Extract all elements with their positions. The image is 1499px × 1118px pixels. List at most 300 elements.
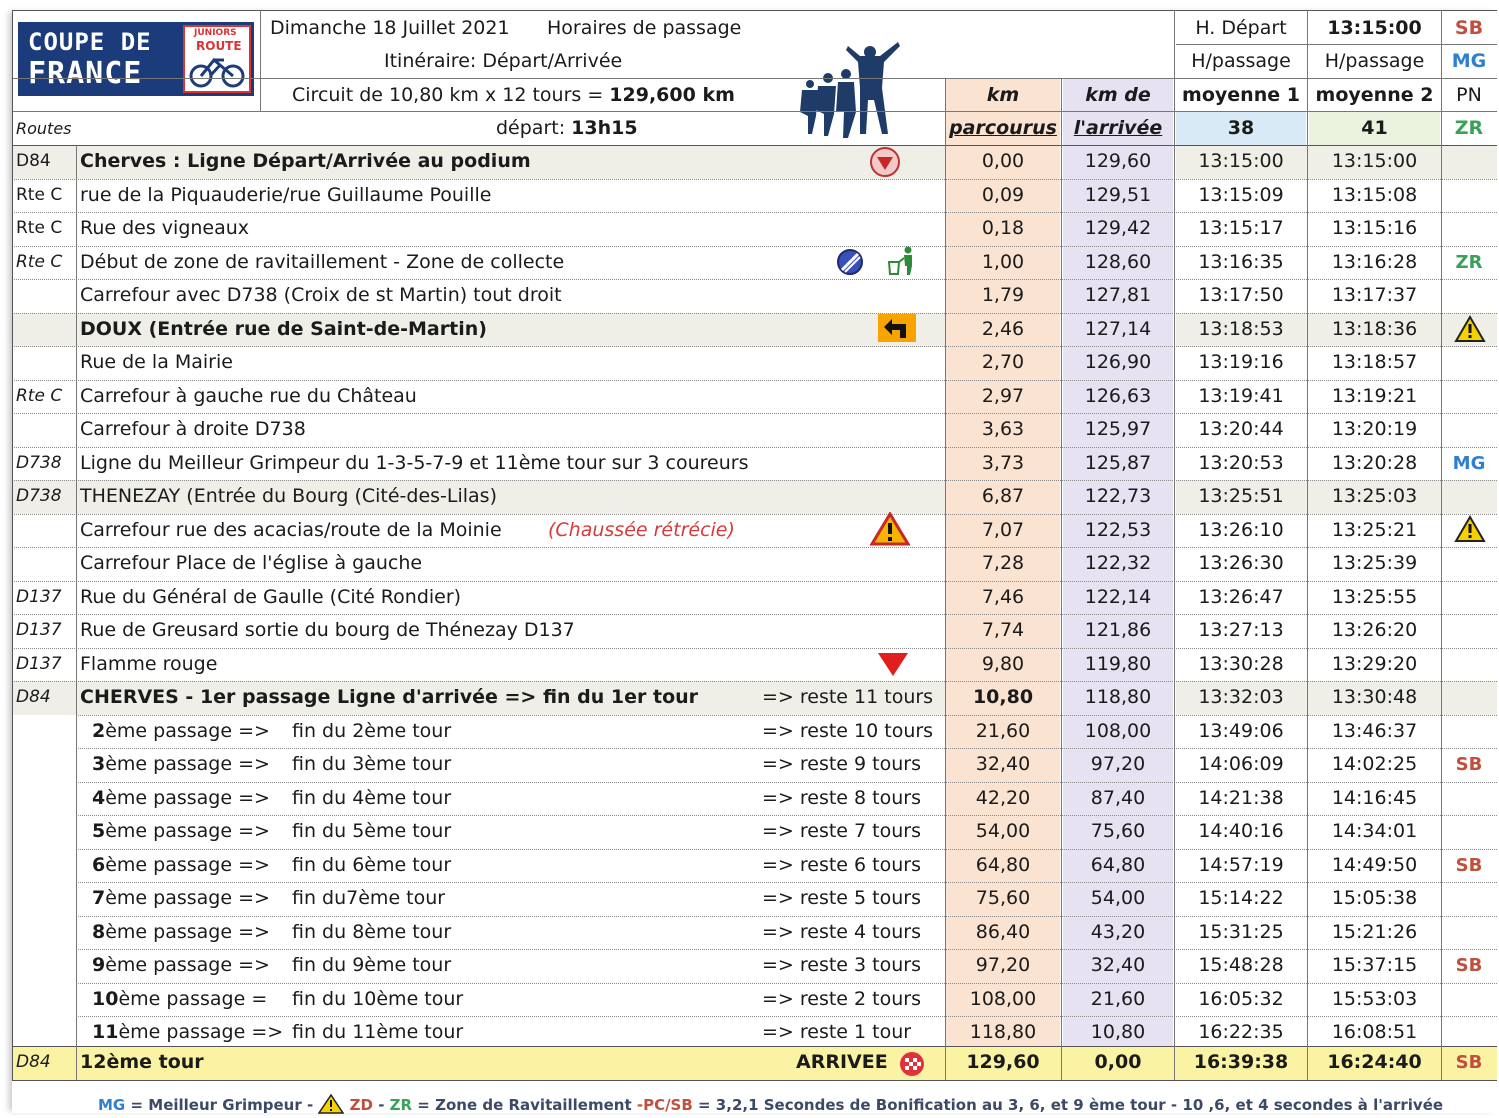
remaining-laps: => reste 4 tours [762,920,921,943]
km-parcourus: 97,20 [975,954,1031,976]
remaining-laps: => reste 2 tours [762,987,921,1010]
final-lap-label: 12ème tour [80,1051,204,1073]
location-description: Carrefour Place de l'église à gauche [80,552,423,574]
location-description: rue de la Piquauderie/rue Guillaume Pouille [80,183,492,206]
location-description: Début de zone de ravitaillement - Zone de collecte [80,250,565,273]
time-moyenne2: 16:24:40 [1327,1051,1422,1073]
passage-end-of-lap: fin du 10ème tour [292,987,464,1010]
row-tag: SB [1455,754,1483,775]
passage-number: 9 [92,954,106,976]
km-parcourus: 2,46 [981,317,1025,340]
km-arrivee: 129,42 [1084,217,1152,239]
header-title: Horaires de passage [547,17,742,39]
km-arrivee: 129,51 [1084,183,1152,206]
passage-end-of-lap: fin du 3ème tour [292,753,452,775]
km-arrivee: 125,87 [1084,451,1152,474]
passage-label [92,715,270,748]
time-moyenne1: 13:16:35 [1198,250,1284,273]
km-arrivee: 119,80 [1084,652,1152,675]
km-parcourus: 118,80 [969,1021,1037,1043]
collection-bin-icon [886,246,920,280]
km-arrivee: 128,60 [1084,250,1152,273]
row-tag: SB [1455,854,1483,876]
location-description: Carrefour rue des acacias/route de la Moinie [80,518,502,541]
row-divider [12,313,1497,314]
time-moyenne2: 13:29:20 [1331,652,1418,675]
row-divider [76,916,1497,917]
warning-triangle-icon [870,512,910,550]
passage-row [12,849,1497,882]
time-moyenne1: 13:19:41 [1198,384,1284,407]
km-arrivee: 32,40 [1090,954,1146,976]
moyenne2-label: moyenne 2 [1315,84,1434,106]
vline-header-logo [260,10,261,111]
remaining-laps: => reste 5 tours [762,887,921,909]
table-row [12,179,1497,212]
time-moyenne1: 14:06:09 [1198,753,1284,775]
row-divider [12,581,1497,582]
passage-row [12,715,1497,748]
time-moyenne2: 13:17:37 [1331,284,1418,306]
passage-row [12,782,1497,815]
header-tag-pn: PN [1456,84,1482,106]
remaining-laps: => reste 3 tours [762,954,921,976]
row-divider [76,882,1497,883]
row-tag: SB [1455,1052,1483,1073]
route-code: D84 [16,1052,51,1072]
row-divider [12,212,1497,213]
location-description: Carrefour avec D738 (Croix de st Martin) tout droit [80,284,562,306]
row-divider [76,949,1497,950]
km-arrivee: 126,63 [1084,384,1152,407]
time-moyenne1: 13:20:44 [1198,418,1284,440]
km-arrivee: 122,53 [1084,518,1152,541]
route-code: Rte C [16,251,63,272]
remaining-laps: => reste 6 tours [762,853,921,876]
time-moyenne1: 13:30:28 [1198,652,1284,675]
logo-badge-route: ROUTE [196,39,242,53]
cyclists-illustration [788,38,908,142]
passage-text: ème passage => [105,920,270,943]
moyenne1-label: moyenne 1 [1182,84,1300,106]
passage-row [12,983,1497,1016]
time-moyenne2: 13:18:57 [1331,351,1418,373]
flamme-rouge-icon [876,650,910,682]
passage-text: ème passage = [118,987,268,1010]
time-moyenne2: 14:49:50 [1331,853,1418,876]
remaining-laps: => reste 10 tours [762,719,934,742]
route-code: D84 [16,151,51,171]
remaining-laps: => reste 11 tours [762,686,934,708]
route-code: D738 [16,452,62,473]
header-tag-sb: SB [1454,17,1484,39]
timetable-sheet [12,10,1497,1113]
passage-text: ème passage => [105,719,270,742]
row-divider [76,782,1497,783]
location-description: Cherves : Ligne Départ/Arrivée au podium [80,150,531,172]
legend-zr: ZR [389,1096,413,1114]
col-km-label2: parcourus [949,117,1057,139]
row-divider [12,547,1497,548]
passage-number: 7 [92,887,106,909]
km-arrivee: 43,20 [1090,920,1146,943]
passage-label [92,849,270,882]
chaussee-retrecie-note: (Chaussée rétrécie) [548,518,735,541]
row-divider [12,246,1497,247]
row-divider [12,681,1497,682]
time-moyenne2: 14:34:01 [1331,820,1418,842]
table-row [12,279,1497,312]
no-entry-blue-icon [836,248,864,280]
top-border [12,10,1497,11]
km-parcourus: 1,00 [981,250,1025,273]
arrivee-label: ARRIVEE [796,1051,888,1073]
time-moyenne2: 15:05:38 [1331,887,1418,909]
km-arrivee: 127,14 [1084,317,1152,340]
passage-end-of-lap: fin du 8ème tour [292,920,452,943]
km-arrivee: 129,60 [1084,150,1152,172]
km-parcourus: 86,40 [975,920,1031,943]
time-moyenne1: 13:26:47 [1198,585,1284,608]
km-parcourus: 21,60 [975,719,1031,742]
table-row [12,313,1497,346]
passage-number: 4 [92,786,106,809]
row-divider [76,849,1497,850]
km-parcourus: 3,73 [981,451,1025,474]
time-moyenne2: 14:16:45 [1331,786,1418,809]
time-moyenne1: 16:05:32 [1198,987,1284,1010]
time-moyenne2: 13:15:00 [1331,150,1418,172]
time-moyenne2: 14:02:25 [1331,753,1418,775]
row-divider [12,179,1497,180]
header-tag-zr: ZR [1454,117,1484,139]
passage-row [12,815,1497,848]
passage-end-of-lap: fin du 9ème tour [292,954,452,976]
km-parcourus: 7,46 [981,585,1025,608]
passage-text: ème passage => [105,820,270,842]
passage-label [92,949,270,982]
location-description: Carrefour à droite D738 [80,418,306,440]
time-moyenne2: 13:20:19 [1331,418,1418,440]
header-circuit [292,79,735,111]
km-arrivee: 122,32 [1084,552,1152,574]
km-arrivee: 125,97 [1084,418,1152,440]
location-description: Flamme rouge [80,652,218,675]
time-moyenne1: 16:39:38 [1193,1051,1289,1073]
table-row [12,145,1497,178]
row-divider [12,480,1497,481]
time-moyenne1: 14:57:19 [1198,853,1284,876]
km-parcourus: 32,40 [975,753,1031,775]
row-tag: ZR [1455,251,1483,273]
table-row [12,681,1497,714]
time-moyenne2: 13:15:08 [1331,183,1418,206]
passage-number: 5 [92,820,106,842]
time-moyenne1: 13:32:03 [1198,686,1284,708]
table-row [12,246,1497,279]
time-moyenne1: 13:26:30 [1198,552,1284,574]
hpassage2-label: H/passage [1324,50,1425,72]
km-parcourus: 0,00 [981,150,1025,172]
row-divider [76,983,1497,984]
legend-rest: = 3,2,1 Secondes de Bonification au 3, 6, et 9 ème tour - 10 ,6, et 4 secondes à l'arrivée [692,1096,1444,1114]
passage-text: ème passage => [105,887,270,909]
passage-number: 3 [92,753,106,775]
km-arrivee: 122,73 [1084,485,1152,507]
km-parcourus: 7,07 [981,518,1025,541]
time-moyenne1: 13:26:10 [1198,518,1284,541]
passage-number: 2 [92,719,106,742]
legend [98,1094,1443,1118]
km-arrivee: 0,00 [1094,1051,1142,1073]
location-description: CHERVES - 1er passage Ligne d'arrivée => fin du 1er tour [80,686,699,708]
km-arrivee: 97,20 [1090,753,1146,775]
legend-sep: - [372,1096,390,1114]
podium-down-arrow-icon [868,146,902,182]
km-parcourus: 9,80 [981,652,1025,675]
passage-text: ème passage => [105,853,270,876]
passage-label [92,882,270,915]
route-code: D84 [16,687,51,707]
row-divider [76,715,1497,716]
legend-zd: ZD [344,1096,373,1114]
depart-time: 13h15 [571,117,638,139]
header-tag-mg: MG [1451,50,1487,72]
passage-row [12,949,1497,982]
time-moyenne2: 13:25:03 [1331,485,1418,507]
location-description: Rue des vigneaux [80,217,250,239]
time-moyenne2: 13:25:21 [1331,518,1418,541]
col-kmar-label2: l'arrivée [1073,117,1163,139]
row-divider [76,815,1497,816]
km-parcourus: 10,80 [972,686,1034,708]
passage-label [92,815,270,848]
passage-text: ème passage => [105,786,270,809]
table-row [12,648,1497,681]
location-description: Rue du Général de Gaulle (Cité Rondier) [80,585,462,608]
row-divider [76,1016,1497,1017]
table-row [12,447,1497,480]
location-description: Ligne du Meilleur Grimpeur du 1-3-5-7-9 et 11ème tour sur 3 coureurs [80,451,749,474]
location-description: Rue de la Mairie [80,351,233,373]
km-arrivee: 126,90 [1084,351,1152,373]
passage-end-of-lap: fin du 5ème tour [292,820,452,842]
km-arrivee: 75,60 [1090,820,1146,842]
table-row [12,547,1497,580]
header-rule-3 [12,111,1497,112]
time-moyenne1: 15:48:28 [1198,954,1284,976]
time-moyenne1: 13:49:06 [1198,719,1284,742]
vline-km [945,78,946,1080]
passage-label [92,1016,283,1049]
circuit-prefix: Circuit de 10,80 km x 12 tours = [292,84,610,106]
legend-mg-text: = Meilleur Grimpeur - [125,1096,319,1114]
vline-t1 [1174,10,1175,1080]
passage-number: 11 [92,1021,119,1043]
h-depart-time: 13:15:00 [1327,17,1422,39]
speed2-value: 41 [1361,117,1388,139]
legend-mg: MG [98,1096,126,1114]
km-arrivee: 108,00 [1084,719,1152,742]
time-moyenne1: 13:18:53 [1198,317,1284,340]
remaining-laps: => reste 9 tours [762,753,921,775]
coupe-de-france-logo [18,22,254,96]
time-moyenne2: 13:46:37 [1331,719,1418,742]
passage-label [92,983,267,1016]
time-moyenne2: 15:37:15 [1331,954,1418,976]
km-parcourus: 6,87 [981,485,1025,507]
row-divider [76,748,1497,749]
time-moyenne1: 15:31:25 [1198,920,1284,943]
km-parcourus: 54,00 [975,820,1031,842]
passage-label [92,782,270,815]
remaining-laps: => reste 8 tours [762,786,921,809]
time-moyenne1: 16:22:35 [1198,1021,1284,1043]
speed1-value: 38 [1227,117,1255,139]
time-moyenne2: 13:16:28 [1331,250,1418,273]
time-moyenne2: 15:53:03 [1331,987,1418,1010]
passage-row [12,1016,1497,1049]
passage-text: ème passage => [105,753,270,775]
passage-end-of-lap: fin du 4ème tour [292,786,452,809]
km-arrivee: 54,00 [1090,887,1146,909]
km-parcourus: 129,60 [966,1051,1040,1073]
table-row [12,514,1497,547]
logo-badge-juniors: JUNIORS [194,28,237,38]
vline-tag [1441,10,1442,1080]
passage-number: 8 [92,920,106,943]
km-arrivee: 121,86 [1084,619,1152,641]
vline-kmar [1061,78,1062,1080]
passage-text: ème passage => [118,1021,284,1043]
time-moyenne1: 13:17:50 [1198,284,1284,306]
bottom-rule [12,1080,1497,1081]
turn-left-sign-icon [878,314,916,346]
passage-row [12,882,1497,915]
km-arrivee: 118,80 [1084,686,1152,708]
row-tag: MG [1452,452,1486,474]
time-moyenne1: 15:14:22 [1198,887,1284,909]
header-depart [496,112,638,144]
km-arrivee: 64,80 [1090,853,1146,876]
passage-end-of-lap: fin du7ème tour [292,887,446,909]
row-tag: SB [1455,955,1483,976]
location-description: DOUX (Entrée rue de Saint-de-Martin) [80,317,487,340]
km-parcourus: 42,20 [975,786,1031,809]
table-row [12,380,1497,413]
time-moyenne2: 13:18:36 [1331,317,1418,340]
header-routes-label: Routes [16,119,72,138]
row-divider [12,614,1497,615]
km-parcourus: 7,74 [981,619,1025,641]
time-moyenne2: 13:25:39 [1331,552,1418,574]
km-parcourus: 64,80 [975,853,1031,876]
finish-flag-icon [898,1051,926,1081]
depart-prefix: départ: [496,117,572,139]
tag-warning-icon-2 [1454,515,1486,547]
km-arrivee: 21,60 [1090,987,1146,1010]
time-moyenne1: 13:15:09 [1198,183,1284,206]
km-parcourus: 7,28 [981,552,1025,574]
row-divider [12,447,1497,448]
time-moyenne1: 13:15:17 [1198,217,1284,239]
passage-row [12,748,1497,781]
km-parcourus: 0,09 [981,183,1025,206]
table-row [12,346,1497,379]
location-description: THENEZAY (Entrée du Bourg (Cité-des-Lilas) [80,485,497,507]
km-arrivee: 10,80 [1090,1021,1146,1043]
km-parcourus: 3,63 [981,418,1025,440]
logo-line2: FRANCE [28,56,143,91]
passage-end-of-lap: fin du 6ème tour [292,853,452,876]
km-parcourus: 75,60 [975,887,1031,909]
route-code: Rte C [16,385,63,406]
final-rule [12,1046,1497,1047]
legend-zr-text: = Zone de Ravitaillement [412,1096,637,1114]
passage-label [92,916,270,949]
km-arrivee: 87,40 [1090,786,1146,809]
col-km-label1: km [986,84,1020,106]
h-depart-label: H. Départ [1195,17,1287,39]
header-rule-1 [1176,44,1497,45]
time-moyenne2: 13:26:20 [1331,619,1418,641]
time-moyenne1: 13:20:53 [1198,451,1284,474]
passage-label [92,748,270,781]
remaining-laps: => reste 1 tour [762,1021,912,1043]
location-description: Rue de Greusard sortie du bourg de Thénezay D137 [80,619,575,641]
legend-warning-icon [318,1094,344,1118]
time-moyenne2: 15:21:26 [1331,920,1418,943]
km-parcourus: 108,00 [969,987,1037,1010]
header-itinerary: Itinéraire: Départ/Arrivée [384,50,623,72]
legend-pcsb: -PC/SB [636,1096,693,1114]
row-divider [12,648,1497,649]
time-moyenne1: 13:19:16 [1198,351,1284,373]
time-moyenne2: 13:25:55 [1331,585,1418,608]
table-row [12,614,1497,647]
km-arrivee: 127,81 [1084,284,1152,306]
row-divider [12,279,1497,280]
tag-warning-icon-1 [1454,315,1486,347]
location-description: Carrefour à gauche rue du Château [80,384,417,407]
row-divider [12,413,1497,414]
time-moyenne1: 13:15:00 [1198,150,1284,172]
passage-text: ème passage => [105,954,270,976]
route-code: D738 [16,486,62,506]
time-moyenne2: 13:20:28 [1331,451,1418,474]
table-row [12,212,1497,245]
time-moyenne1: 13:27:13 [1198,619,1284,641]
table-row [12,413,1497,446]
logo-line1: COUPE DE [28,28,152,56]
remaining-laps: => reste 7 tours [762,820,921,842]
km-parcourus: 0,18 [981,217,1025,239]
final-row [12,1046,1497,1080]
row-divider [12,514,1497,515]
time-moyenne2: 13:19:21 [1331,384,1418,407]
passage-number: 6 [92,853,106,876]
time-moyenne2: 13:15:16 [1331,217,1418,239]
vline-t2 [1307,10,1308,1080]
table-row [12,480,1497,513]
passage-number: 10 [92,987,119,1010]
route-code: D137 [16,586,62,607]
passage-end-of-lap: fin du 11ème tour [292,1021,464,1043]
row-divider [12,346,1497,347]
time-moyenne2: 16:08:51 [1331,1021,1418,1043]
route-code: D137 [16,653,62,674]
km-parcourus: 2,70 [981,351,1025,373]
